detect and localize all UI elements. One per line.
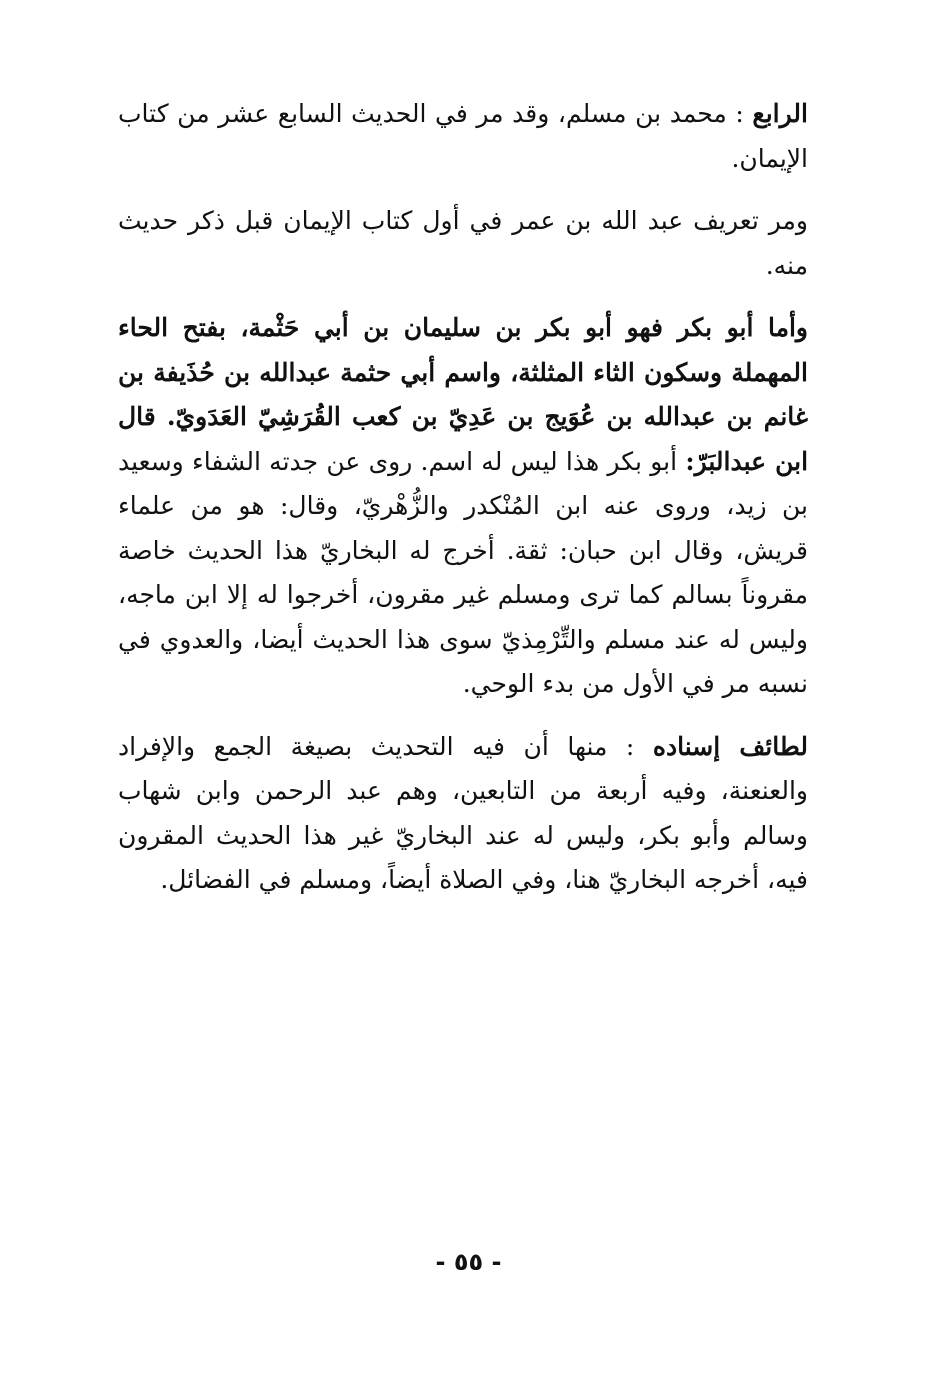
paragraph-text: : منها أن فيه التحديث بصيغة الجمع والإفراد والعنعنة، وفيه أربعة من التابعين، وهم عبد الرحمن وابن شهاب وسالم وأبو بكر، وليس له عند البخاريّ غير هذا الحديث المقرون فيه، أخرجه البخاريّ هنا، وفي الصلاة أيضاً، ومسلم في الفضائل.	[118, 731, 808, 894]
paragraph-heading: الرابع	[752, 99, 808, 128]
paragraph-abu-bakr	[118, 306, 808, 707]
paragraph-text: : محمد بن مسلم، وقد مر في الحديث السابع عشر من كتاب الإيمان.	[118, 99, 808, 173]
paragraph-text: أبو بكر هذا ليس له اسم. روى عن جدته الشفاء وسعيد بن زيد، وروى عنه ابن المُنْكدر والزُّهْريّ، وقال: هو من علماء قريش، وقال ابن حبان: ثقة. أخرج له البخاريّ هذا الحديث خاصة مقروناً بسالم كما ترى ومسلم غير مقرون، أخرجوا له إلا ابن ماجه، وليس له عند مسلم والتِّرْمِذيّ سوى هذا الحديث أيضا، والعدوي في نسبه مر في الأول من بدء الوحي.	[118, 446, 808, 698]
page-number: - ٥٥ -	[435, 1248, 502, 1276]
paragraph-narrator-fourth	[118, 92, 808, 181]
paragraph-bold-text: وأما أبو بكر فهو أبو بكر بن سليمان بن أبي حَثْمة، بفتح الحاء المهملة وسكون الثاء المثلثة، واسم أبي حثمة عبدالله بن حُذَيفة بن غانم بن عبدالله بن عُوَيج بن عَدِيّ بن كعب القُرَشِيّ العَدَويّ. قال ابن عبدالبَرّ:	[118, 313, 809, 476]
paragraph-isnad-notes	[118, 725, 808, 903]
paragraph-heading: لطائف إسناده	[652, 731, 808, 761]
paragraph-ibn-umar	[118, 199, 808, 288]
paragraph-text: ومر تعريف عبد الله بن عمر في أول كتاب الإيمان قبل ذكر حديث منه.	[118, 206, 808, 280]
page-body	[118, 92, 808, 921]
